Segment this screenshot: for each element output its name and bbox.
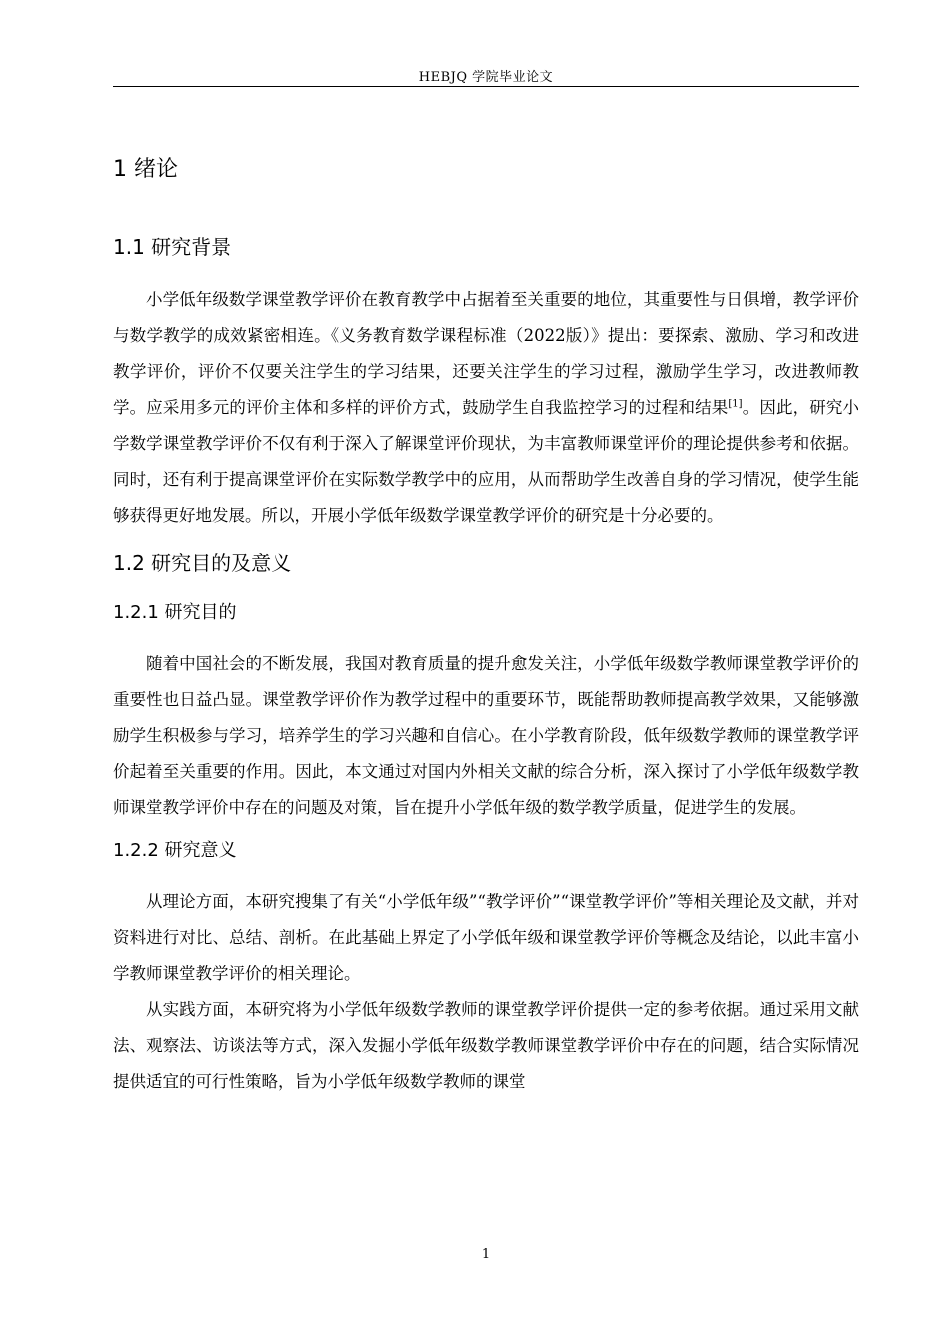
paragraph-significance-theory: 从理论方面，本研究搜集了有关“小学低年级”“教学评价”“课堂教学评价”等相关理论及文献，并对资料进行对比、总结、剖析。在此基础上界定了小学低年级和课堂教学评价等概念及结论，以此丰富小学教师课堂教学评价的相关理论。	[113, 892, 859, 983]
section-title-1-1: 1.1 研究背景	[113, 235, 232, 259]
section-title-1-2-1: 1.2.1 研究目的	[113, 602, 237, 623]
paragraph-background-text: 小学低年级数学课堂教学评价在教育教学中占据着至关重要的地位，其重要性与日俱增，教学评价与数学教学的成效紧密相连。《义务教育数学课程标准（2022版）》提出：要探索、激励、学习和改进教学评价，评价不仅要关注学生的学习结果，还要关注学生的学习过程，激励学生学习，改进教师教学。应采用多元的评价主体和多样的评价方式，鼓励学生自我监控学习的过程和结果	[113, 290, 859, 417]
page-header: HEBJQ 学院毕业论文	[418, 70, 554, 85]
chapter-title: 1 绪论	[113, 157, 178, 182]
section-title-1-2-2: 1.2.2 研究意义	[113, 840, 237, 861]
paragraph-purpose: 随着中国社会的不断发展，我国对教育质量的提升愈发关注，小学低年级数学教师课堂教学评价的重要性也日益凸显。课堂教学评价作为教学过程中的重要环节，既能帮助教师提高教学效果，又能够激励学生积极参与学习，培养学生的学习兴趣和自信心。在小学教育阶段，低年级数学教师的课堂教学评价起着至关重要的作用。因此，本文通过对国内外相关文献的综合分析，深入探讨了小学低年级数学教师课堂教学评价中存在的问题及对策，旨在提升小学低年级的数学教学质量，促进学生的发展。	[113, 654, 859, 817]
header-rule	[113, 86, 859, 87]
citation-ref: [1]	[728, 398, 743, 410]
document-body	[113, 150, 859, 1100]
section-title-1-2: 1.2 研究目的及意义	[113, 551, 292, 575]
paragraph-background-text-cont: 。因此，研究小学数学课堂教学评价不仅有利于深入了解课堂评价现状，为丰富教师课堂评价的理论提供参考和依据。同时，还有利于提高课堂评价在实际数学教学中的应用，从而帮助学生改善自身的学习情况，使学生能够获得更好地发展。所以，开展小学低年级数学课堂教学评价的研究是十分必要的。	[113, 398, 860, 525]
paragraph-background	[113, 282, 859, 534]
page-number: 1	[481, 1247, 491, 1262]
paragraph-significance-practice: 从实践方面，本研究将为小学低年级数学教师的课堂教学评价提供一定的参考依据。通过采用文献法、观察法、访谈法等方式，深入发掘小学低年级数学教师课堂教学评价中存在的问题，结合实际情况提供适宜的可行性策略，旨为小学低年级数学教师的课堂	[113, 1000, 859, 1091]
